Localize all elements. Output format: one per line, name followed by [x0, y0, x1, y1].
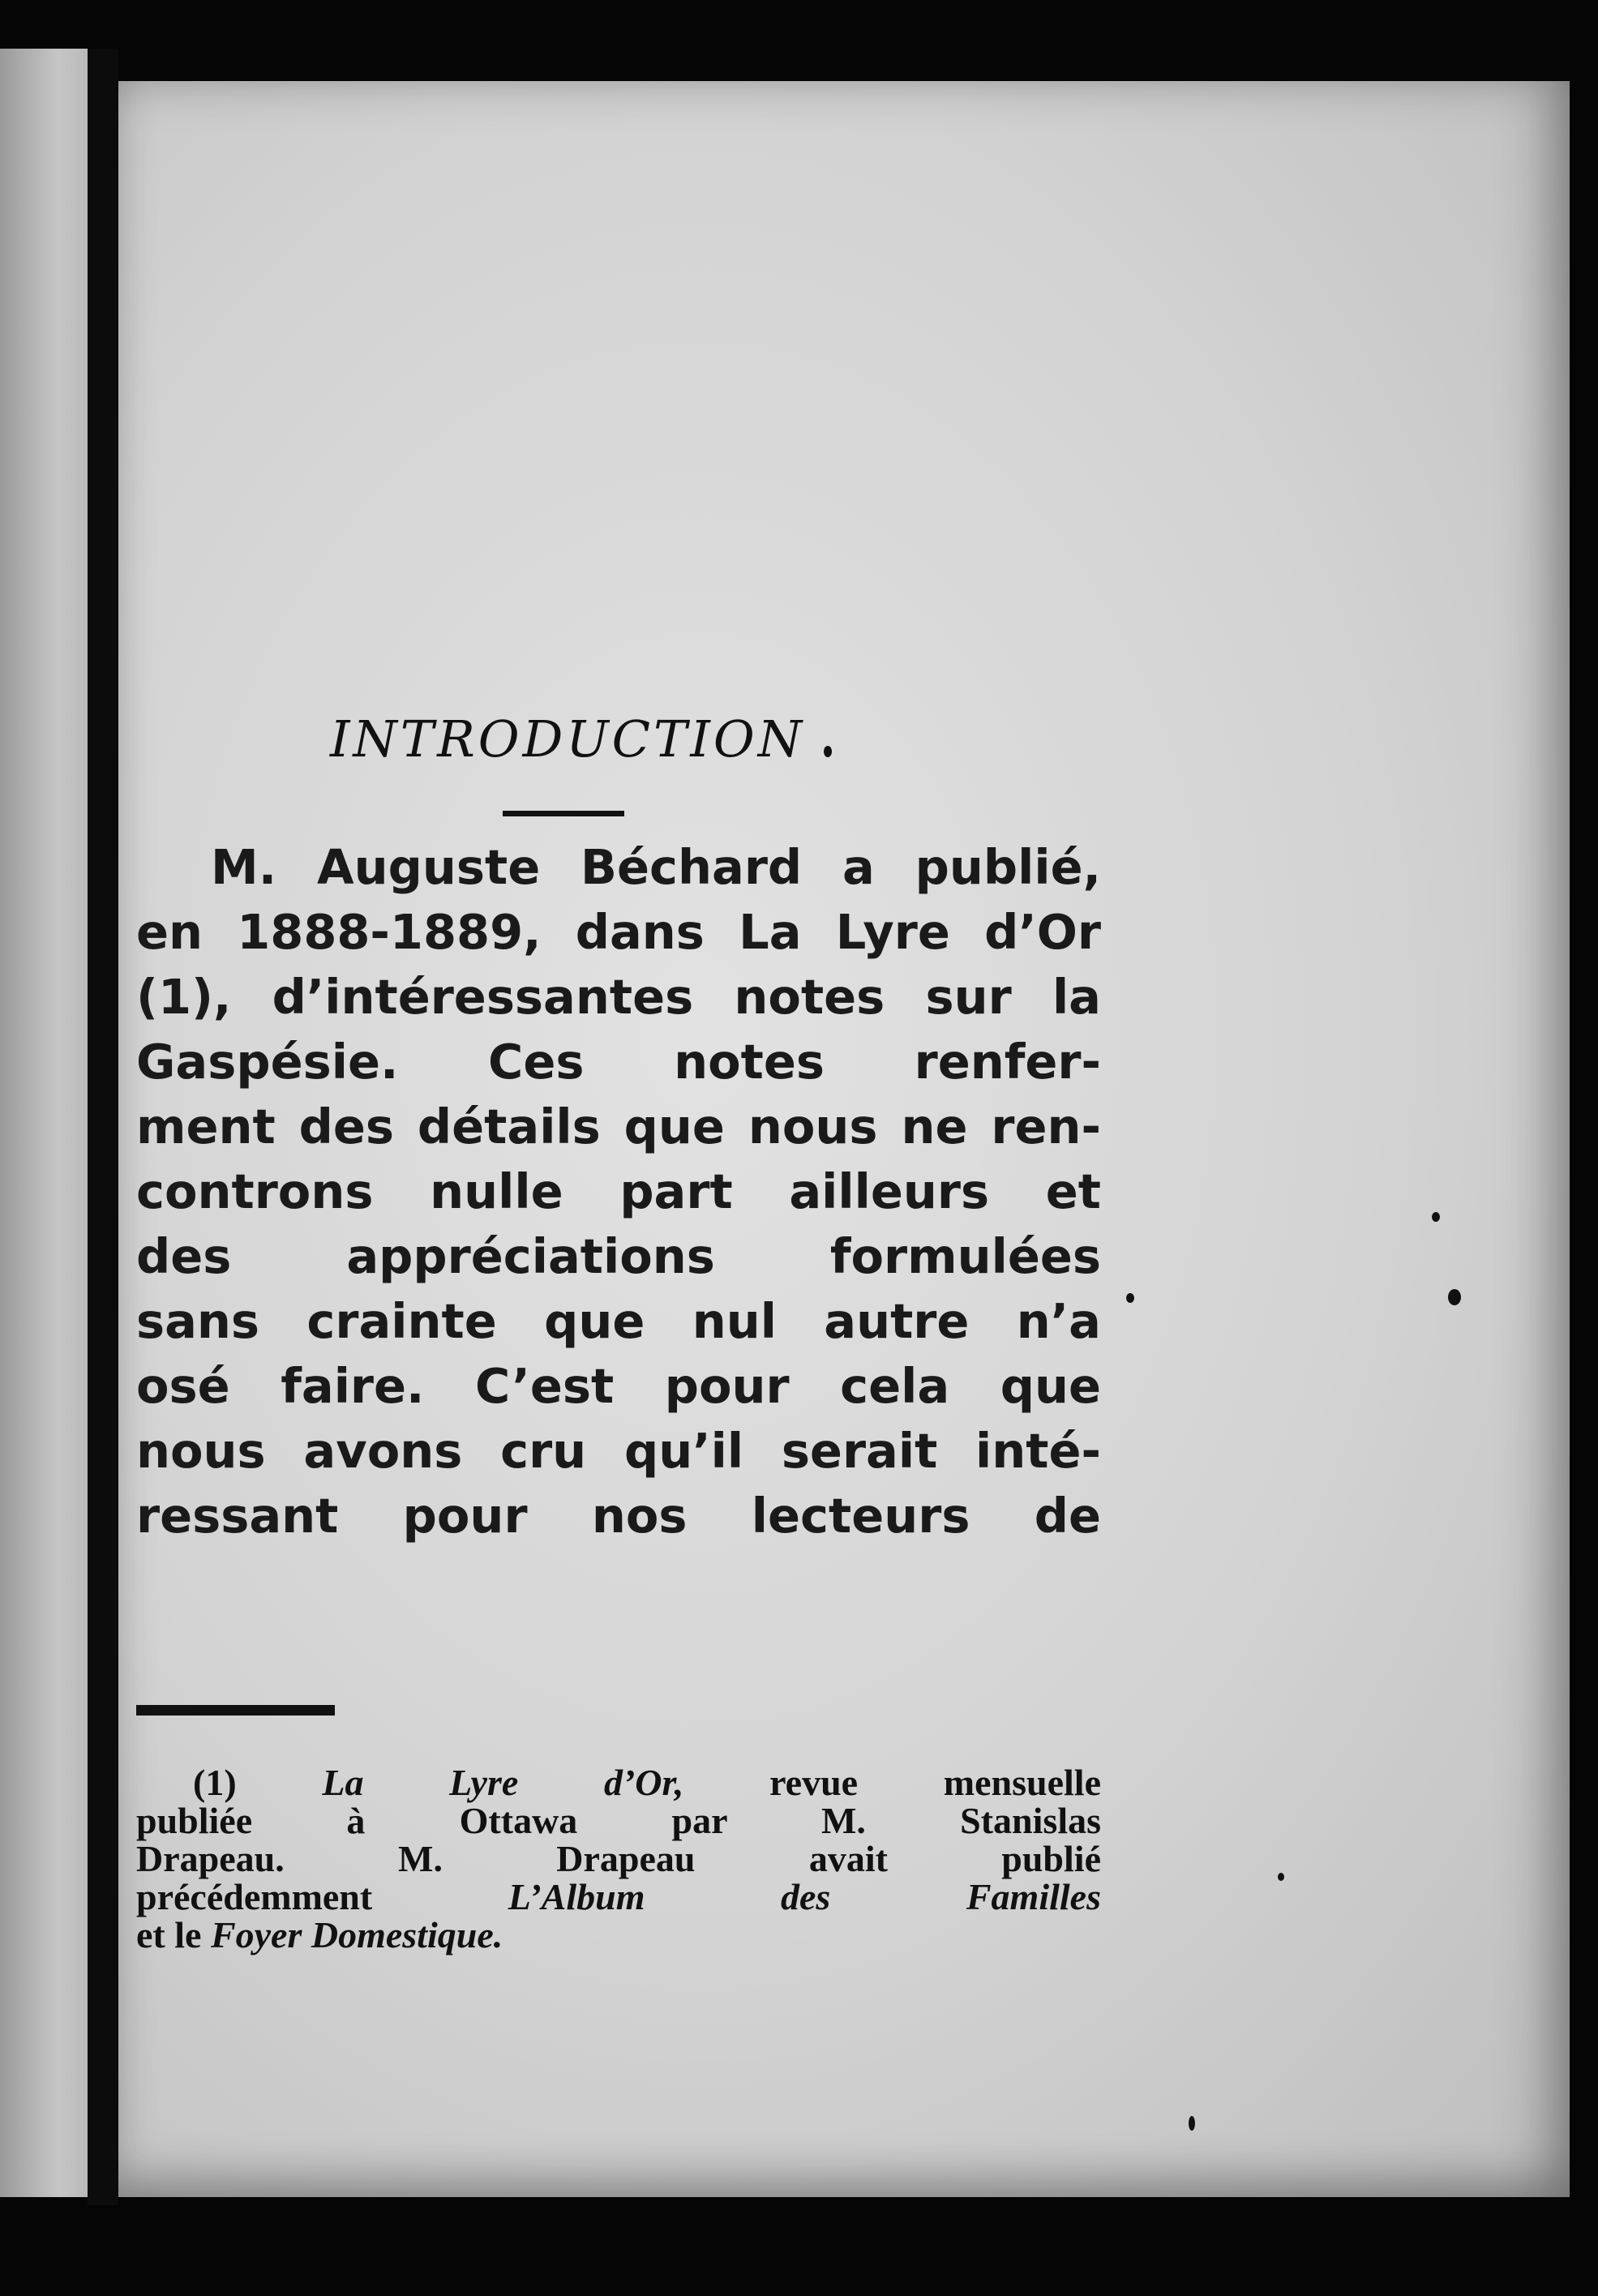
- body-line: (1), d’intéressantes notes sur la: [136, 969, 1101, 1025]
- body-line: nous avons cru qu’il serait inté-: [136, 1423, 1101, 1479]
- body-line: controns nulle part ailleurs et: [136, 1163, 1101, 1219]
- footnote: [136, 1763, 1101, 1954]
- body-paragraph: [136, 835, 1101, 1549]
- dust-speck: [1448, 1289, 1461, 1305]
- dust-speck: [1278, 1873, 1284, 1881]
- footnote-title: L’Album des Familles: [508, 1876, 1101, 1917]
- body-line: des appréciations formulées: [136, 1228, 1101, 1284]
- body-line: sans crainte que nul autre n’a: [136, 1293, 1101, 1349]
- book-gutter: [88, 49, 118, 2205]
- body-line: osé faire. C’est pour cela que: [136, 1358, 1101, 1414]
- dust-speck: [1432, 1212, 1440, 1222]
- left-page-edge: [0, 49, 97, 2197]
- heading-rule: [503, 811, 624, 816]
- body-line: ressant pour nos lecteurs de: [136, 1488, 1101, 1544]
- footnote-title: Foyer Domestique.: [210, 1914, 503, 1955]
- body-line: Gaspésie. Ces notes renfer-: [136, 1034, 1101, 1090]
- dust-speck: [1126, 1293, 1134, 1303]
- footnote-line: Drapeau. M. Drapeau avait publié: [136, 1838, 1101, 1879]
- footnote-line: publiée à Ottawa par M. Stanislas: [136, 1800, 1101, 1841]
- footnote-text: et le: [136, 1914, 202, 1955]
- footnote-rule: [136, 1705, 335, 1716]
- footnote-line: [136, 1763, 1101, 1801]
- dust-speck: [1189, 2116, 1195, 2131]
- body-line: ment des détails que nous ne ren-: [136, 1099, 1101, 1154]
- dust-speck: [824, 746, 832, 757]
- footnote-marker: (1): [193, 1762, 237, 1803]
- footnote-text: précédemment: [136, 1876, 373, 1917]
- page-heading: INTRODUCTION: [330, 709, 805, 769]
- body-line: M. Auguste Béchard a publié,: [211, 839, 1101, 895]
- body-line: en 1888-1889, dans La Lyre d’Or: [136, 904, 1101, 960]
- footnote-line: [136, 1878, 1101, 1916]
- footnote-title: La Lyre d’Or,: [322, 1762, 684, 1803]
- footnote-line: [136, 1916, 1101, 1954]
- footnote-text: revue mensuelle: [769, 1762, 1101, 1803]
